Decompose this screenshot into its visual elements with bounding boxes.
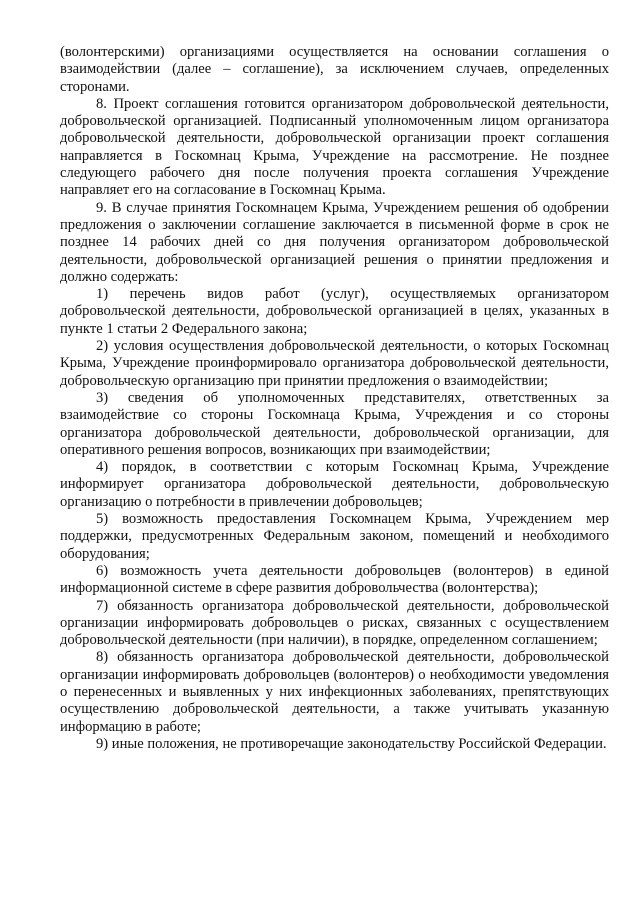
- paragraph-item-8: 8. Проект соглашения готовится организатором добровольческой деятельности, добровольческой организацией. Подписанный уполномоченным лицом организатора добровольческой деятельности, добровольческой организации проект соглашения направляется в Госкомнац Крыма, Учреждение на рассмотрение. Не позднее следующего рабочего дня после получения проекта соглашения Учреждение направляет его на согласование в Госкомнац Крыма.: [60, 95, 609, 199]
- subitem-4: 4) порядок, в соответствии с которым Госкомнац Крыма, Учреждение информирует организатора добровольческой деятельности, добровольческую организацию о потребности в привлечении добровольцев;: [60, 459, 609, 510]
- subitem-9: 9) иные положения, не противоречащие законодательству Российской Федерации.: [96, 735, 607, 752]
- paragraph-continuation: (волонтерскими) организациями осуществляется на основании соглашения о взаимодействии (далее – соглашение), за исключением случаев, определенных сторонами.: [60, 44, 609, 95]
- subitem-8: 8) обязанность организатора добровольческой деятельности, добровольческой организации информировать добровольцев (волонтеров) о необходимости уведомления о перенесенных и выявленных у них инфекционных заболеваниях, препятствующих осуществлению добровольческой деятельности, а также учитывать указанную информацию в работе;: [60, 649, 609, 735]
- subitem-7: 7) обязанность организатора добровольческой деятельности, добровольческой организации информировать добровольцев о рисках, связанных с осуществлением добровольческой деятельности (при наличии), в порядке, определенном соглашением;: [60, 597, 609, 649]
- paragraph-item-9: 9. В случае принятия Госкомнацем Крыма, Учреждением решения об одобрении предложения о заключении соглашение заключается в письменной форме в срок не позднее 14 рабочих дней со дня получения организатором добровольческой деятельности, добровольческой организацией решения о принятии предложения и должно содержать:: [60, 199, 609, 285]
- subitem-1: 1) перечень видов работ (услуг), осуществляемых организатором добровольческой деятельности, добровольческой организацией в целях, указанных в пункте 1 статьи 2 Федерального закона;: [60, 286, 609, 337]
- subitem-5: 5) возможность предоставления Госкомнацем Крыма, Учреждением мер поддержки, предусмотренных Федеральным законом, помещений и необходимого оборудования;: [60, 511, 609, 562]
- subitem-2: 2) условия осуществления добровольческой деятельности, о которых Госкомнац Крыма, Учреждение проинформировало организатора добровольческой деятельности, добровольческую организацию при принятии предложения о взаимодействии;: [60, 338, 609, 389]
- subitem-3: 3) сведения об уполномоченных представителях, ответственных за взаимодействие со стороны Госкомнаца Крыма, Учреждения и со стороны организатора добровольческой деятельности, добровольческой организации, для оперативного решения вопросов, возникающих при взаимодействии;: [60, 389, 609, 458]
- subitem-6: 6) возможность учета деятельности добровольцев (волонтеров) в единой информационной системе в сфере развития добровольчества (волонтерства);: [60, 562, 609, 597]
